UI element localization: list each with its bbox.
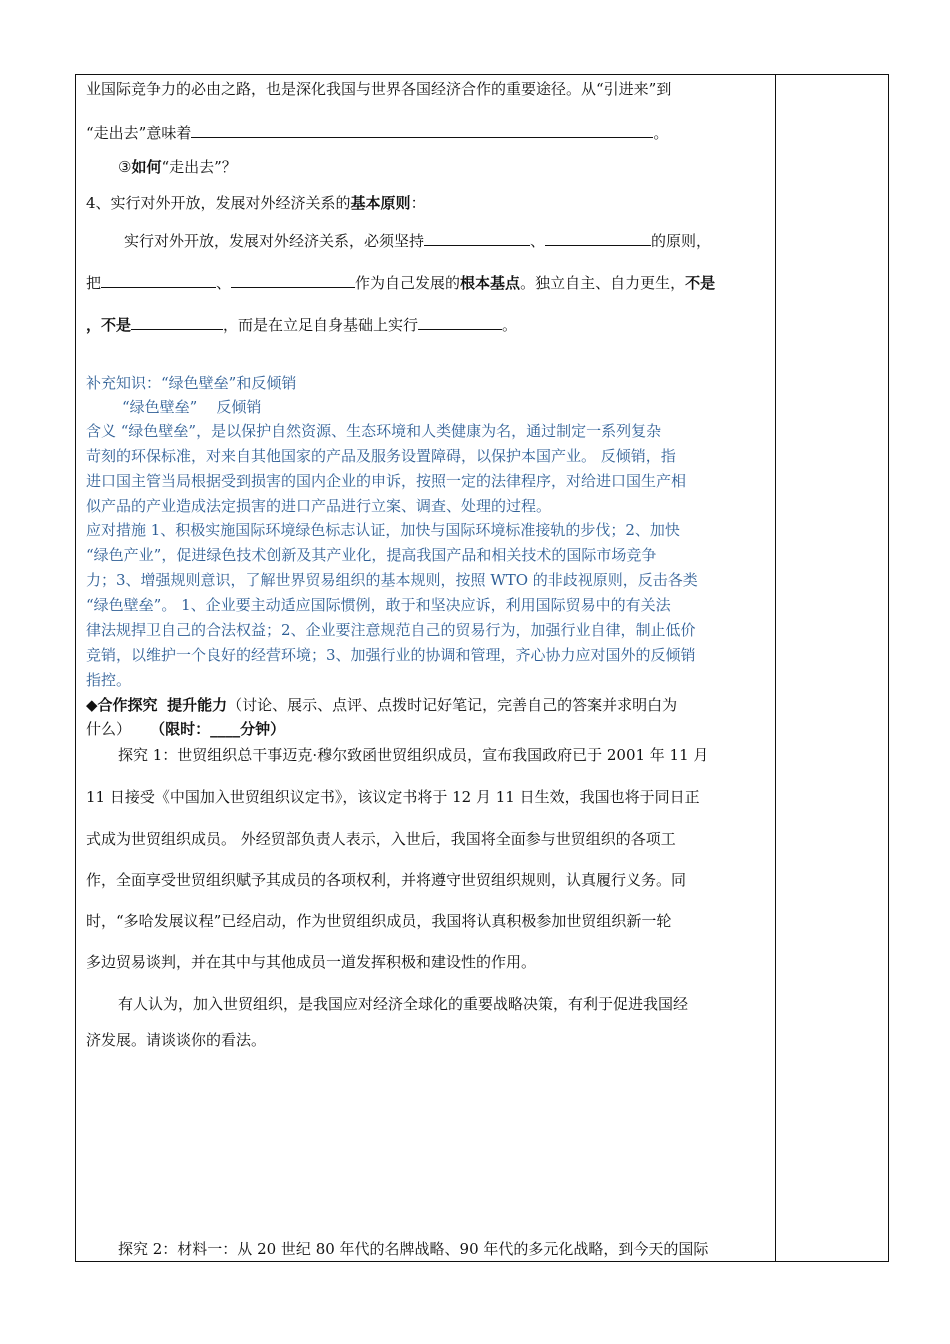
bold-text: 根本基点 bbox=[460, 274, 521, 292]
worksheet-table bbox=[75, 74, 889, 1262]
question-line: 有人认为，加入世贸组织，是我国应对经济全球化的重要战略决策，有利于促进我国经 bbox=[118, 995, 689, 1013]
column-divider bbox=[775, 75, 776, 1261]
supplement-line: 进口国主管当局根据受到损害的国内企业的申诉，按照一定的法律程序，对给进口国生产相 bbox=[86, 472, 687, 490]
answer-blank[interactable] bbox=[191, 121, 653, 138]
answer-blank[interactable] bbox=[418, 313, 502, 330]
supplement-line: 似产品的产业造成法定损害的进口产品进行立案、调查、处理的过程。 bbox=[86, 497, 552, 515]
answer-blank[interactable] bbox=[101, 271, 216, 288]
supplement-line: 苛刻的环保标准，对来自其他国家的产品及服务设置障碍，以保护本国产业。 反倾销，指 bbox=[86, 447, 676, 465]
bold-text: 分钟） bbox=[240, 720, 286, 738]
supplement-column-heads: “绿色壁垒” 反倾销 bbox=[122, 398, 262, 416]
text: ，而是在立足自身基础上实行 bbox=[223, 316, 419, 334]
explore-line: 探究 2：材料一：从 20 世纪 80 年代的名牌战略、90 年代的多元化战略，到今天的国际 bbox=[118, 1240, 709, 1258]
text: “走出去”意味着 bbox=[86, 124, 192, 142]
text: 。独立自主、自力更生， bbox=[520, 274, 686, 292]
supplement-line: 力；3、增强规则意识，了解世界贸易组织的基本规则，按照 WTO 的非歧视原则，反击各类 bbox=[86, 571, 698, 589]
text: （讨论、展示、点评、点拨时记好笔记，完善自己的答案并求明白为 bbox=[227, 696, 678, 714]
answer-blank[interactable] bbox=[231, 271, 355, 288]
text: 作为自己发展的 bbox=[355, 274, 461, 292]
cooperation-heading bbox=[86, 695, 677, 715]
explore-line: 作，全面享受世贸组织赋予其成员的各项权利，并将遵守世贸组织规则，认真履行义务。同 bbox=[86, 871, 687, 889]
answer-blank[interactable] bbox=[545, 229, 651, 246]
supplement-line: “绿色壁垒”。 1、企业要主动适应国际惯例，敢于和坚决应诉，利用国际贸易中的有关法 bbox=[86, 596, 671, 614]
blank-line bbox=[124, 229, 711, 251]
explore-line: 式成为世贸组织成员。 外经贸部负责人表示，入世后，我国将全面参与世贸组织的各项工 bbox=[86, 830, 676, 848]
supplement-line: 含义 “绿色壁垒”，是以保护自然资源、生态环境和人类健康为名，通过制定一系列复杂 bbox=[86, 422, 662, 440]
supplement-line: “绿色产业”，促进绿色技术创新及其产业化，提高我国产品和相关技术的国际市场竞争 bbox=[86, 546, 657, 564]
text: ： bbox=[410, 194, 426, 212]
text: 、 bbox=[530, 232, 546, 250]
text: 把 bbox=[86, 274, 102, 292]
text: 的原则， bbox=[651, 232, 712, 250]
explore-line: 多边贸易谈判，并在其中与其他成员一道发挥积极和建设性的作用。 bbox=[86, 953, 537, 971]
explore-line: 11 日接受《中国加入世贸组织议定书》，该议定书将于 12 月 11 日生效，我国也将于同日正 bbox=[86, 788, 700, 806]
blank-line bbox=[86, 121, 668, 143]
bold-text: 合作探究 bbox=[97, 696, 158, 714]
text: 什么） bbox=[86, 720, 132, 738]
question-line bbox=[118, 157, 237, 177]
text: 。 bbox=[653, 124, 669, 142]
circled-number: ③ bbox=[118, 158, 132, 176]
bold-text: 提升能力 bbox=[167, 696, 228, 714]
time-blank[interactable]: ____ bbox=[210, 720, 241, 738]
bold-text: （限时： bbox=[150, 720, 211, 738]
question-line: 济发展。请谈谈你的看法。 bbox=[86, 1031, 267, 1049]
text-line: 业国际竞争力的必由之路，也是深化我国与世界各国经济合作的重要途径。从“引进来”到 bbox=[86, 80, 672, 98]
text: 、 bbox=[216, 274, 232, 292]
bold-text: 不是 bbox=[685, 274, 716, 292]
bold-text: ，不是 bbox=[86, 316, 132, 334]
supplement-title: 补充知识：“绿色壁垒”和反倾销 bbox=[86, 374, 297, 392]
answer-blank[interactable] bbox=[424, 229, 530, 246]
text: 。 bbox=[502, 316, 518, 334]
blank-line bbox=[86, 271, 715, 293]
text: 实行对外开放，发展对外经济关系，必须坚持 bbox=[124, 232, 425, 250]
cooperation-heading-cont bbox=[86, 719, 285, 739]
supplement-line: 竞销，以维护一个良好的经营环境；3、加强行业的协调和管理，齐心协力应对国外的反倾销 bbox=[86, 646, 696, 664]
blank-line bbox=[86, 313, 517, 335]
explore-line: 时，“多哈发展议程”已经启动，作为世贸组织成员，我国将认真积极参加世贸组织新一轮 bbox=[86, 912, 672, 930]
answer-blank[interactable] bbox=[131, 313, 223, 330]
bold-text: 基本原则 bbox=[350, 194, 411, 212]
bold-text: 如何 bbox=[131, 158, 162, 176]
explore-line: 探究 1：世贸组织总干事迈克·穆尔致函世贸组织成员，宣布我国政府已于 2001 年 11 月 bbox=[118, 746, 709, 764]
diamond-bullet-icon: ◆ bbox=[86, 696, 98, 714]
supplement-line: 律法规捍卫自己的合法权益；2、企业要注意规范自己的贸易行为，加强行业自律，制止低价 bbox=[86, 621, 696, 639]
supplement-line: 应对措施 1、积极实施国际环境绿色标志认证，加快与国际环境标准接轨的步伐；2、加快 bbox=[86, 521, 680, 539]
section-heading bbox=[86, 193, 426, 213]
supplement-line: 指控。 bbox=[86, 671, 132, 689]
text: “走出去”？ bbox=[161, 158, 237, 176]
text: 4、实行对外开放，发展对外经济关系的 bbox=[86, 194, 351, 212]
